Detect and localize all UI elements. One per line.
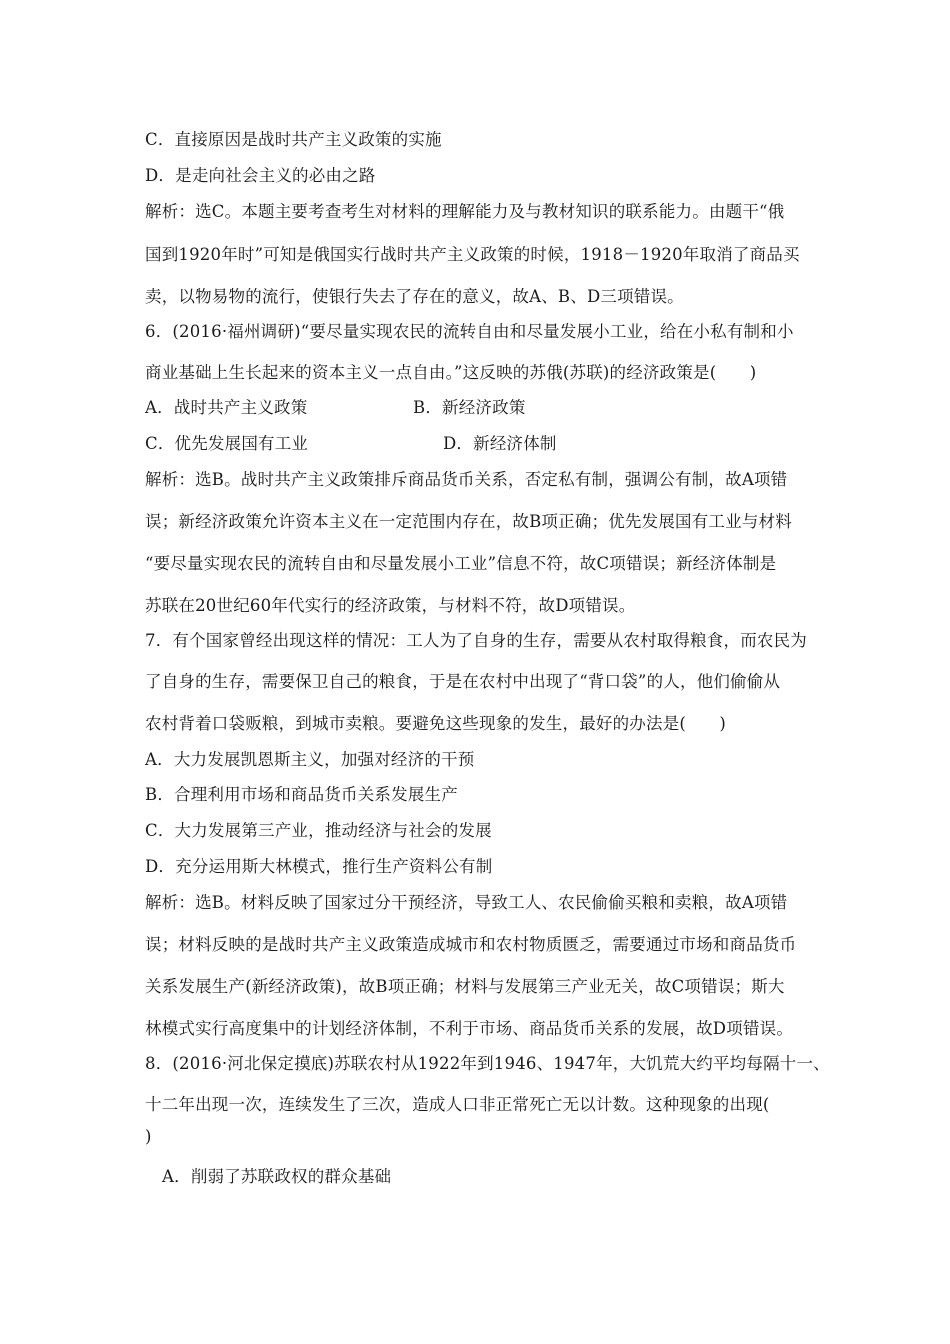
- analysis-q7-line4: 林模式实行高度集中的计划经济体制，不利于市场、商品货币关系的发展，故D项错误。: [145, 1019, 794, 1038]
- option-c-q7: C．大力发展第三产业，推动经济与社会的发展: [145, 821, 492, 840]
- question-8-line3: ): [145, 1127, 152, 1146]
- analysis-q5-line3: 卖，以物易物的流行，使银行失去了存在的意义，故A、B、D三项错误。: [145, 287, 684, 306]
- question-6-line2: 商业基础上生长起来的资本主义一点自由。”这反映的苏俄(苏联)的经济政策是( ): [145, 363, 757, 382]
- option-c-q6: C．优先发展国有工业: [145, 434, 309, 453]
- analysis-q6-line2: 误；新经济政策允许资本主义在一定范围内存在，故B项正确；优先发展国有工业与材料: [145, 512, 792, 531]
- analysis-q5-line1: 解析：选C。本题主要考查考生对材料的理解能力及与教材知识的联系能力。由题干“俄: [145, 202, 785, 221]
- question-6-line1: 6．(2016·福州调研)“要尽量实现农民的流转自由和尽量发展小工业，给在小私有制和小: [145, 322, 794, 341]
- analysis-q5-line2: 国到1920年时”可知是俄国实行战时共产主义政策的时候，1918－1920年取消了商品买: [145, 245, 800, 264]
- option-d-q5: D．是走向社会主义的必由之路: [145, 166, 376, 185]
- option-d-q6: D．新经济体制: [443, 434, 557, 453]
- option-d-q7: D．充分运用斯大林模式，推行生产资料公有制: [145, 857, 493, 876]
- question-8-line1: 8．(2016·河北保定摸底)苏联农村从1922年到1946、1947年，大饥荒大约平均每隔十一、: [145, 1054, 830, 1073]
- option-b-q6: B．新经济政策: [413, 398, 526, 417]
- option-c-q5: C．直接原因是战时共产主义政策的实施: [145, 130, 442, 149]
- analysis-q6-line3: “要尽量实现农民的流转自由和尽量发展小工业”信息不符，故C项错误；新经济体制是: [145, 554, 777, 573]
- analysis-q6-line1: 解析：选B。战时共产主义政策排斥商品货币关系，否定私有制，强调公有制，故A项错: [145, 470, 788, 489]
- analysis-q7-line2: 误；材料反映的是战时共产主义政策造成城市和农村物质匮乏，需要通过市场和商品货币: [145, 935, 797, 954]
- option-a-q8: A．削弱了苏联政权的群众基础: [162, 1167, 392, 1186]
- option-a-q6: A．战时共产主义政策: [145, 398, 308, 417]
- analysis-q7-line3: 关系发展生产(新经济政策)，故B项正确；材料与发展第三产业无关，故C项错误；斯大: [145, 977, 785, 996]
- question-7-line3: 农村背着口袋贩粮，到城市卖粮。要避免这些现象的发生，最好的办法是( ): [145, 714, 727, 733]
- question-8-line2: 十二年出现一次，连续发生了三次，造成人口非正常死亡无以计数。这种现象的出现(: [145, 1095, 770, 1114]
- option-b-q7: B．合理利用市场和商品货币关系发展生产: [145, 785, 458, 804]
- option-a-q7: A．大力发展凯恩斯主义，加强对经济的干预: [145, 750, 475, 769]
- question-7-line1: 7．有个国家曾经出现这样的情况：工人为了自身的生存，需要从农村取得粮食，而农民为: [145, 631, 807, 650]
- question-7-line2: 了自身的生存，需要保卫自己的粮食，于是在农村中出现了“背口袋”的人，他们偷偷从: [145, 672, 781, 691]
- analysis-q6-line4: 苏联在20世纪60年代实行的经济政策，与材料不符，故D项错误。: [145, 596, 636, 615]
- analysis-q7-line1: 解析：选B。材料反映了国家过分干预经济，导致工人、农民偷偷买粮和卖粮，故A项错: [145, 893, 788, 912]
